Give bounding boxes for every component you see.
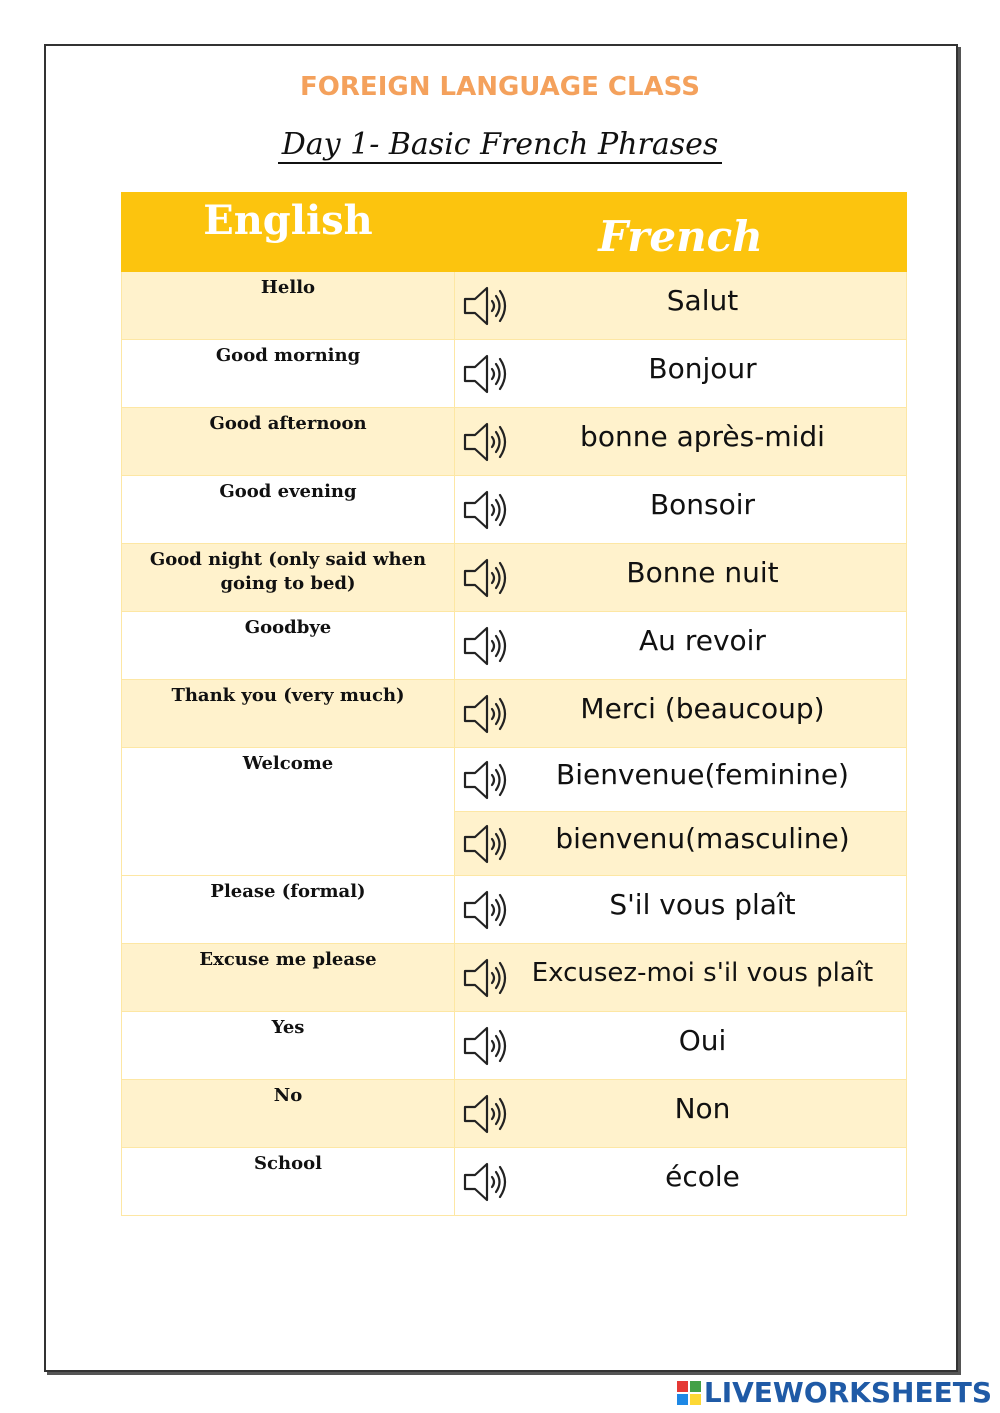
french-phrase: Non bbox=[674, 1092, 731, 1125]
speaker-icon[interactable] bbox=[461, 820, 513, 868]
french-phrase: bonne après-midi bbox=[580, 420, 825, 453]
table-row bbox=[122, 1148, 907, 1216]
french-cell bbox=[455, 1080, 907, 1148]
speaker-icon[interactable] bbox=[461, 756, 513, 804]
english-phrase: School bbox=[122, 1148, 455, 1216]
french-cell bbox=[455, 1148, 907, 1216]
subtitle-text: Day 1- Basic French Phrases bbox=[278, 127, 723, 164]
english-phrase: Good morning bbox=[122, 340, 455, 408]
table-row bbox=[122, 748, 907, 812]
speaker-icon[interactable] bbox=[461, 690, 513, 738]
english-phrase: Welcome bbox=[122, 748, 455, 876]
english-phrase: Hello bbox=[122, 272, 455, 340]
speaker-icon[interactable] bbox=[461, 486, 513, 534]
speaker-icon[interactable] bbox=[461, 1158, 513, 1206]
speaker-icon[interactable] bbox=[461, 886, 513, 934]
speaker-icon[interactable] bbox=[461, 1090, 513, 1138]
english-phrase: Please (formal) bbox=[122, 876, 455, 944]
french-column-header: French bbox=[455, 193, 907, 272]
table-row bbox=[122, 612, 907, 680]
english-phrase: Good evening bbox=[122, 476, 455, 544]
french-cell bbox=[455, 812, 907, 876]
english-phrase: Thank you (very much) bbox=[122, 680, 455, 748]
english-phrase: Excuse me please bbox=[122, 944, 455, 1012]
speaker-icon[interactable] bbox=[461, 418, 513, 466]
french-phrase: Bienvenue(feminine) bbox=[556, 758, 849, 791]
french-phrase: Merci (beaucoup) bbox=[580, 692, 825, 725]
french-phrase: Oui bbox=[678, 1024, 727, 1057]
speaker-icon[interactable] bbox=[461, 282, 513, 330]
french-cell bbox=[455, 680, 907, 748]
french-phrase: bienvenu(masculine) bbox=[555, 822, 850, 855]
french-cell bbox=[455, 272, 907, 340]
french-cell bbox=[455, 944, 907, 1012]
english-column-header: English bbox=[122, 193, 455, 272]
french-phrase: Excusez-moi s'il vous plaît bbox=[531, 957, 874, 988]
english-phrase: Good night (only said when going to bed) bbox=[122, 544, 455, 612]
french-phrase: Bonsoir bbox=[649, 488, 756, 521]
french-cell bbox=[455, 876, 907, 944]
table-row bbox=[122, 876, 907, 944]
table-row bbox=[122, 340, 907, 408]
french-cell bbox=[455, 612, 907, 680]
table-row bbox=[122, 680, 907, 748]
english-phrase: No bbox=[122, 1080, 455, 1148]
french-phrase: Bonjour bbox=[648, 352, 757, 385]
table-row bbox=[122, 272, 907, 340]
speaker-icon[interactable] bbox=[461, 350, 513, 398]
french-phrase: école bbox=[665, 1160, 740, 1193]
worksheet-title: FOREIGN LANGUAGE CLASS bbox=[300, 72, 700, 102]
speaker-icon[interactable] bbox=[461, 554, 513, 602]
french-cell bbox=[455, 1012, 907, 1080]
english-phrase: Good afternoon bbox=[122, 408, 455, 476]
english-phrase: Goodbye bbox=[122, 612, 455, 680]
worksheet-subtitle bbox=[0, 127, 1000, 162]
table-row bbox=[122, 408, 907, 476]
speaker-icon[interactable] bbox=[461, 954, 513, 1002]
french-cell bbox=[455, 476, 907, 544]
french-cell bbox=[455, 408, 907, 476]
speaker-icon[interactable] bbox=[461, 1022, 513, 1070]
french-phrase: Salut bbox=[666, 284, 739, 317]
table-row bbox=[122, 1080, 907, 1148]
table-row bbox=[122, 544, 907, 612]
french-cell bbox=[455, 340, 907, 408]
french-cell bbox=[455, 544, 907, 612]
speaker-icon[interactable] bbox=[461, 622, 513, 670]
table-row bbox=[122, 1012, 907, 1080]
table-row bbox=[122, 944, 907, 1012]
french-phrase: Au revoir bbox=[639, 624, 766, 657]
french-phrase: Bonne nuit bbox=[626, 556, 779, 589]
english-phrase: Yes bbox=[122, 1012, 455, 1080]
table-header-row bbox=[122, 193, 907, 272]
liveworksheets-watermark[interactable] bbox=[676, 1376, 992, 1409]
watermark-text: LIVEWORKSHEETS bbox=[703, 1376, 992, 1409]
liveworksheets-logo-icon bbox=[676, 1380, 702, 1406]
phrase-table bbox=[121, 192, 907, 1216]
french-phrase: S'il vous plaît bbox=[609, 888, 796, 921]
french-cell bbox=[455, 748, 907, 812]
table-row bbox=[122, 476, 907, 544]
